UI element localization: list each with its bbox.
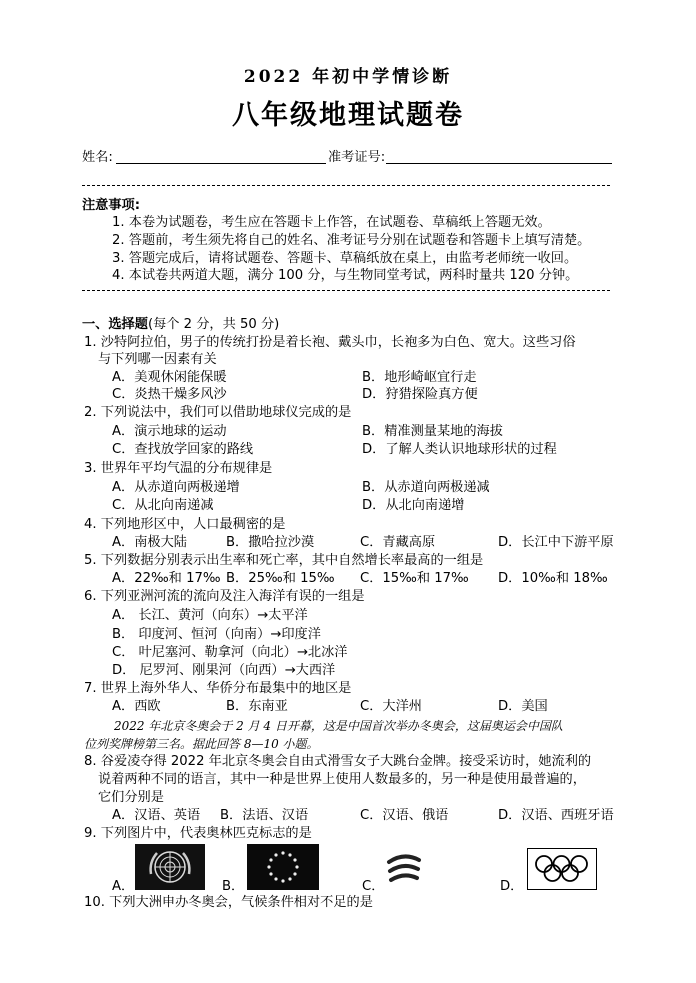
question-1-stem: 1. 沙特阿拉伯，男子的传统打扮是着长袍、戴头巾，长袍多为白色、宽大。这些习俗 — [84, 335, 576, 350]
name-field[interactable] — [116, 163, 326, 164]
divider-top — [82, 185, 610, 186]
ticket-number-field[interactable] — [386, 163, 612, 164]
option-2d[interactable]: D．了解人类认识地球形状的过程 — [362, 442, 557, 457]
option-3c[interactable]: C．从北向南递减 — [112, 498, 214, 513]
option-6c[interactable]: C． 叶尼塞河、勒拿河（向北）→北冰洋 — [112, 645, 348, 660]
question-8-stem-cont: 说着两种不同的语言，其中一种是世界上使用人数最多的，另一种是使用最普遍的， — [98, 772, 586, 787]
option-2a[interactable]: A．演示地球的运动 — [112, 424, 227, 439]
option-3d[interactable]: D．从北向南递增 — [362, 498, 465, 513]
option-7d[interactable]: D．美国 — [498, 699, 548, 714]
notice-item: 4. 本试卷共两道大题，满分 100 分，与生物同堂考试，两科时量共 120 分钟。 — [112, 268, 579, 283]
question-8-stem-cont: 它们分别是 — [98, 790, 164, 805]
question-8-stem: 8. 谷爱凌夺得 2022 年北京冬奥会自由式滑雪女子大跳台金牌。接受采访时，她流利的 — [84, 754, 592, 769]
section-note: (每个 2 分，共 50 分) — [147, 317, 280, 332]
option-2c[interactable]: C．查找放学回家的路线 — [112, 442, 254, 457]
ticket-label: 准考证号: — [328, 150, 386, 165]
option-8b[interactable]: B．法语、汉语 — [220, 808, 309, 823]
question-5-stem: 5. 下列数据分别表示出生率和死亡率，其中自然增长率最高的一组是 — [84, 553, 484, 568]
question-7-stem: 7. 世界上海外华人、华侨分布最集中的地区是 — [84, 681, 352, 696]
exam-title: 2022 年初中学情诊断 — [243, 67, 453, 87]
option-7a[interactable]: A．西欧 — [112, 699, 161, 714]
material-text: 2022 年北京冬奥会于 2 月 4 日开幕，这是中国首次举办冬奥会，这届奥运会中国队 — [114, 719, 563, 733]
option-9b[interactable]: B． — [222, 879, 245, 894]
option-1c[interactable]: C．炎热干燥多风沙 — [112, 387, 227, 402]
option-4b[interactable]: B．撒哈拉沙漠 — [226, 535, 315, 550]
option-8c[interactable]: C．汉语、俄语 — [360, 808, 449, 823]
name-label: 姓名: — [82, 150, 113, 165]
material-text-cont: 位列奖牌榜第三名。据此回答 8—10 小题。 — [84, 737, 319, 751]
question-3-stem: 3. 世界年平均气温的分布规律是 — [84, 461, 273, 476]
option-4a[interactable]: A．南极大陆 — [112, 535, 187, 550]
option-3b[interactable]: B．从赤道向两极递减 — [362, 480, 490, 495]
eu-flag-icon[interactable] — [247, 844, 319, 890]
option-4d[interactable]: D．长江中下游平原 — [498, 535, 614, 550]
option-2b[interactable]: B．精准测量某地的海拔 — [362, 424, 503, 439]
option-6b[interactable]: B． 印度河、恒河（向南）→印度洋 — [112, 627, 321, 642]
option-1d[interactable]: D．狩猎探险真方便 — [362, 387, 478, 402]
option-9a[interactable]: A． — [112, 879, 135, 894]
question-10-stem: 10. 下列大洲申办冬奥会，气候条件相对不足的是 — [84, 895, 373, 910]
option-4c[interactable]: C．青藏高原 — [360, 535, 436, 550]
option-1b[interactable]: B．地形崎岖宜行走 — [362, 370, 477, 385]
option-3a[interactable]: A．从赤道向两极递增 — [112, 480, 240, 495]
section-title: 一、选择题 — [82, 317, 148, 332]
option-8d[interactable]: D．汉语、西班牙语 — [498, 808, 614, 823]
option-5d[interactable]: D．10‰和 18‰ — [498, 571, 608, 586]
option-9d[interactable]: D． — [500, 879, 524, 894]
option-6a[interactable]: A． 长江、黄河（向东）→太平洋 — [112, 608, 308, 623]
option-6d[interactable]: D． 尼罗河、刚果河（向西）→大西洋 — [112, 663, 336, 678]
question-1-stem-cont: 与下列哪一因素有关 — [98, 352, 217, 367]
divider-bottom — [82, 290, 610, 291]
option-9c[interactable]: C． — [362, 879, 385, 894]
question-2-stem: 2. 下列说法中，我们可以借助地球仪完成的是 — [84, 405, 352, 420]
question-6-stem: 6. 下列亚洲河流的流向及注入海洋有误的一组是 — [84, 589, 365, 604]
section-heading — [82, 317, 279, 333]
option-7b[interactable]: B．东南亚 — [226, 699, 288, 714]
question-9-stem: 9. 下列图片中，代表奥林匹克标志的是 — [84, 826, 312, 841]
option-7c[interactable]: C．大洋州 — [360, 699, 422, 714]
option-5c[interactable]: C．15‰和 17‰ — [360, 571, 469, 586]
option-1a[interactable]: A．美观休闲能保暖 — [112, 370, 227, 385]
notice-item: 1. 本卷为试题卷，考生应在答题卡上作答，在试题卷、草稿纸上答题无效。 — [112, 215, 551, 230]
un-emblem-icon[interactable] — [135, 844, 205, 890]
option-8a[interactable]: A．汉语、英语 — [112, 808, 201, 823]
notice-item: 3. 答题完成后，请将试题卷、答题卡、草稿纸放在桌上，由监考老师统一收回。 — [112, 251, 578, 266]
question-4-stem: 4. 下列地形区中，人口最稠密的是 — [84, 517, 286, 532]
notice-heading: 注意事项: — [82, 198, 141, 213]
exam-subtitle: 八年级地理试题卷 — [232, 100, 464, 131]
notice-item: 2. 答题前，考生须先将自己的姓名、准考证号分别在试题卷和答题卡上填写清楚。 — [112, 233, 591, 248]
wto-logo-icon[interactable] — [385, 850, 423, 890]
olympic-rings-icon[interactable] — [527, 848, 597, 890]
option-5b[interactable]: B．25‰和 15‰ — [226, 571, 335, 586]
option-5a[interactable]: A．22‰和 17‰ — [112, 571, 221, 586]
